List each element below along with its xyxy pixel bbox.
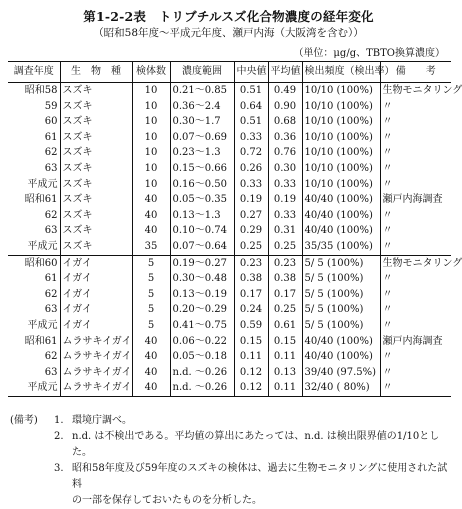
table-title: 第1-2-2表 トリブチルスズ化合物濃度の経年変化	[83, 9, 374, 24]
cell-year: 63	[44, 225, 58, 237]
cell-year: 63	[44, 366, 58, 378]
cell-median: 0.15	[234, 334, 268, 350]
cell-range: 0.20～0.29	[170, 302, 234, 318]
cell-species: イガイ	[60, 255, 132, 271]
note-number: 3.	[54, 463, 64, 474]
cell-detection: 10/10 (100%)	[302, 130, 380, 146]
cell-median: 0.24	[234, 302, 268, 318]
cell-note: 〃	[380, 239, 451, 255]
cell-detection: 10/10 (100%)	[302, 177, 380, 193]
cell-sample-count: 40	[132, 380, 170, 396]
cell-sample-count: 40	[132, 334, 170, 350]
cell-species: イガイ	[60, 302, 132, 318]
cell-sample-count: 5	[132, 318, 170, 334]
cell-note: 〃	[380, 114, 451, 130]
notes-lead: (備考)	[10, 415, 38, 426]
header-note: 備 考	[380, 62, 451, 83]
cell-note: 〃	[380, 349, 451, 365]
cell-note: 生物モニタリング	[380, 83, 451, 99]
cell-sample-count: 10	[132, 83, 170, 99]
cell-sample-count: 10	[132, 177, 170, 193]
cell-species: スズキ	[60, 114, 132, 130]
table-row	[8, 114, 451, 130]
table-row	[8, 302, 451, 318]
cell-note: 〃	[380, 318, 451, 334]
cell-year: 62	[44, 288, 58, 300]
cell-range: 0.07～0.64	[170, 239, 234, 255]
table-row	[8, 255, 451, 271]
cell-detection: 32/40 ( 80%)	[302, 380, 380, 396]
cell-year: 62	[44, 209, 58, 221]
note-number: 1.	[54, 415, 64, 426]
cell-year: 61	[44, 131, 58, 143]
cell-year: 62	[44, 351, 58, 363]
table-row	[8, 192, 451, 208]
cell-detection: 40/40 (100%)	[302, 192, 380, 208]
cell-mean: 0.15	[268, 334, 302, 350]
concentration-table	[8, 61, 462, 397]
cell-median: 0.17	[234, 287, 268, 303]
cell-mean: 0.17	[268, 287, 302, 303]
cell-sample-count: 10	[132, 161, 170, 177]
cell-note: 瀬戸内海調査	[380, 334, 451, 350]
cell-detection: 5/ 5 (100%)	[302, 287, 380, 303]
cell-range: 0.41～0.75	[170, 318, 234, 334]
cell-detection: 40/40 (100%)	[302, 349, 380, 365]
cell-median: 0.12	[234, 365, 268, 381]
table-row	[8, 177, 451, 193]
cell-median: 0.72	[234, 145, 268, 161]
table-row	[8, 318, 451, 334]
cell-median: 0.11	[234, 349, 268, 365]
cell-species: スズキ	[60, 177, 132, 193]
note-text-continued: の一部を保存しておいたものを分析した。	[72, 495, 262, 506]
header-species: 生 物 種	[60, 62, 132, 83]
cell-median: 0.64	[234, 99, 268, 115]
table-row	[8, 145, 451, 161]
cell-species: イガイ	[60, 287, 132, 303]
cell-note: 〃	[380, 223, 451, 239]
cell-mean: 0.61	[268, 318, 302, 334]
cell-note: 生物モニタリング	[380, 255, 451, 271]
cell-year: 平成元	[27, 178, 58, 190]
cell-detection: 5/ 5 (100%)	[302, 318, 380, 334]
header-year: 調査年度	[8, 62, 60, 83]
cell-note: 〃	[380, 287, 451, 303]
cell-median: 0.33	[234, 130, 268, 146]
cell-note: 〃	[380, 380, 451, 396]
cell-sample-count: 40	[132, 192, 170, 208]
cell-sample-count: 10	[132, 99, 170, 115]
cell-sample-count: 40	[132, 208, 170, 224]
table-row	[8, 130, 451, 146]
cell-species: ムラサキイガイ	[60, 349, 132, 365]
cell-year: 59	[44, 100, 58, 112]
cell-sample-count: 10	[132, 114, 170, 130]
cell-detection: 5/ 5 (100%)	[302, 271, 380, 287]
cell-range: 0.05～0.18	[170, 349, 234, 365]
header-mean: 平均値	[268, 62, 302, 83]
cell-sample-count: 40	[132, 223, 170, 239]
cell-year: 平成元	[27, 240, 58, 252]
cell-median: 0.25	[234, 239, 268, 255]
cell-note: 〃	[380, 365, 451, 381]
cell-range: 0.07～0.69	[170, 130, 234, 146]
header-range: 濃度範囲	[170, 62, 234, 83]
table-row	[8, 208, 451, 224]
cell-species: ムラサキイガイ	[60, 380, 132, 396]
fish-rows	[8, 83, 462, 256]
cell-sample-count: 10	[132, 130, 170, 146]
cell-species: スズキ	[60, 192, 132, 208]
header-sample-count: 検体数	[132, 62, 170, 83]
cell-species: スズキ	[60, 130, 132, 146]
table-row	[8, 161, 451, 177]
cell-species: スズキ	[60, 208, 132, 224]
header-row	[8, 62, 451, 83]
cell-note: 〃	[380, 177, 451, 193]
cell-year: 平成元	[27, 319, 58, 331]
cell-sample-count: 10	[132, 145, 170, 161]
note-text: 昭和58年度及び59年度のスズキの検体は、過去に生物モニタリングに使用された試料	[72, 463, 448, 490]
notes-section	[10, 413, 450, 509]
cell-detection: 39/40 (97.5%)	[302, 365, 380, 381]
cell-range: 0.13～1.3	[170, 208, 234, 224]
cell-sample-count: 5	[132, 271, 170, 287]
cell-range: 0.06～0.22	[170, 334, 234, 350]
cell-species: スズキ	[60, 223, 132, 239]
cell-note: 〃	[380, 145, 451, 161]
cell-year: 62	[44, 147, 58, 159]
cell-mean: 0.68	[268, 114, 302, 130]
cell-sample-count: 40	[132, 365, 170, 381]
header-median: 中央値	[234, 62, 268, 83]
cell-mean: 0.23	[268, 255, 302, 271]
table-row	[8, 223, 451, 239]
cell-mean: 0.31	[268, 223, 302, 239]
cell-sample-count: 5	[132, 287, 170, 303]
note-text: 環境庁調べ。	[72, 415, 132, 426]
cell-median: 0.33	[234, 177, 268, 193]
cell-species: スズキ	[60, 99, 132, 115]
cell-species: スズキ	[60, 83, 132, 99]
cell-species: ムラサキイガイ	[60, 334, 132, 350]
cell-detection: 10/10 (100%)	[302, 114, 380, 130]
cell-note: 〃	[380, 302, 451, 318]
cell-year: 昭和61	[24, 194, 58, 206]
cell-year: 昭和60	[8, 255, 60, 271]
cell-range: 0.13～0.19	[170, 287, 234, 303]
header-detection: 検出頻度（検出率）	[302, 62, 380, 83]
cell-detection: 10/10 (100%)	[302, 145, 380, 161]
cell-year: 63	[44, 162, 58, 174]
cell-year: 63	[44, 304, 58, 316]
table-row	[8, 365, 451, 381]
table-row	[8, 83, 451, 99]
cell-median: 0.27	[234, 208, 268, 224]
cell-mean: 0.11	[268, 349, 302, 365]
cell-species: イガイ	[60, 271, 132, 287]
cell-mean: 0.13	[268, 365, 302, 381]
cell-detection: 40/40 (100%)	[302, 334, 380, 350]
cell-median: 0.23	[234, 255, 268, 271]
cell-year: 61	[44, 273, 58, 285]
cell-mean: 0.36	[268, 130, 302, 146]
cell-range: 0.10～0.74	[170, 223, 234, 239]
cell-year: 昭和58	[24, 85, 58, 96]
cell-mean: 0.25	[268, 239, 302, 255]
table-row	[8, 287, 451, 303]
note-text: n.d. は不検出である。平均値の算出にあたっては、n.d. は検出限界値の1/10とした。	[72, 431, 440, 458]
cell-note: 〃	[380, 271, 451, 287]
cell-year: 60	[44, 116, 58, 128]
cell-mean: 0.38	[268, 271, 302, 287]
cell-species: スズキ	[60, 145, 132, 161]
cell-range: 0.36～2.4	[170, 99, 234, 115]
cell-median: 0.19	[234, 192, 268, 208]
cell-mean: 0.33	[268, 177, 302, 193]
table-subtitle: （昭和58年度～平成元年度、瀬戸内海（大阪湾を含む））	[93, 27, 364, 39]
cell-note: 瀬戸内海調査	[380, 192, 451, 208]
cell-mean: 0.19	[268, 192, 302, 208]
shellfish-rows	[8, 255, 462, 396]
cell-median: 0.51	[234, 114, 268, 130]
table-row	[8, 271, 451, 287]
cell-range: 0.05～0.35	[170, 192, 234, 208]
cell-species: ムラサキイガイ	[60, 365, 132, 381]
table-row	[8, 239, 451, 255]
cell-detection: 5/ 5 (100%)	[302, 302, 380, 318]
cell-note: 〃	[380, 99, 451, 115]
cell-note: 〃	[380, 130, 451, 146]
cell-range: n.d. ～0.26	[170, 380, 234, 396]
cell-sample-count: 35	[132, 239, 170, 255]
cell-range: 0.21～0.85	[170, 83, 234, 99]
cell-median: 0.38	[234, 271, 268, 287]
cell-range: 0.30～1.7	[170, 114, 234, 130]
cell-mean: 0.30	[268, 161, 302, 177]
cell-detection: 10/10 (100%)	[302, 99, 380, 115]
cell-note: 〃	[380, 161, 451, 177]
cell-range: 0.30～0.48	[170, 271, 234, 287]
cell-median: 0.12	[234, 380, 268, 396]
cell-median: 0.59	[234, 318, 268, 334]
cell-year: 昭和61	[24, 335, 58, 347]
cell-median: 0.51	[234, 83, 268, 99]
cell-range: 0.19～0.27	[170, 255, 234, 271]
note-number: 2.	[54, 431, 64, 442]
table-row	[8, 334, 451, 350]
unit-note: （単位：μg/g、TBTO換算濃度）	[293, 48, 445, 59]
cell-species: イガイ	[60, 318, 132, 334]
table-row	[8, 380, 451, 396]
table-row	[8, 99, 451, 115]
cell-detection: 10/10 (100%)	[302, 83, 380, 99]
cell-mean: 0.49	[268, 83, 302, 99]
cell-median: 0.26	[234, 161, 268, 177]
cell-range: 0.23～1.3	[170, 145, 234, 161]
cell-mean: 0.76	[268, 145, 302, 161]
cell-sample-count: 40	[132, 349, 170, 365]
cell-detection: 40/40 (100%)	[302, 208, 380, 224]
cell-mean: 0.33	[268, 208, 302, 224]
cell-species: スズキ	[60, 161, 132, 177]
cell-range: 0.15～0.66	[170, 161, 234, 177]
cell-detection: 5/ 5 (100%)	[302, 255, 380, 271]
table-row	[8, 349, 451, 365]
cell-mean: 0.90	[268, 99, 302, 115]
cell-mean: 0.11	[268, 380, 302, 396]
cell-mean: 0.25	[268, 302, 302, 318]
cell-range: 0.16～0.50	[170, 177, 234, 193]
cell-detection: 10/10 (100%)	[302, 161, 380, 177]
cell-sample-count: 5	[132, 302, 170, 318]
cell-sample-count: 5	[132, 255, 170, 271]
cell-range: n.d. ～0.26	[170, 365, 234, 381]
cell-year: 平成元	[8, 380, 60, 396]
cell-detection: 35/35 (100%)	[302, 239, 380, 255]
cell-detection: 40/40 (100%)	[302, 223, 380, 239]
cell-species: スズキ	[60, 239, 132, 255]
cell-note: 〃	[380, 208, 451, 224]
cell-median: 0.29	[234, 223, 268, 239]
